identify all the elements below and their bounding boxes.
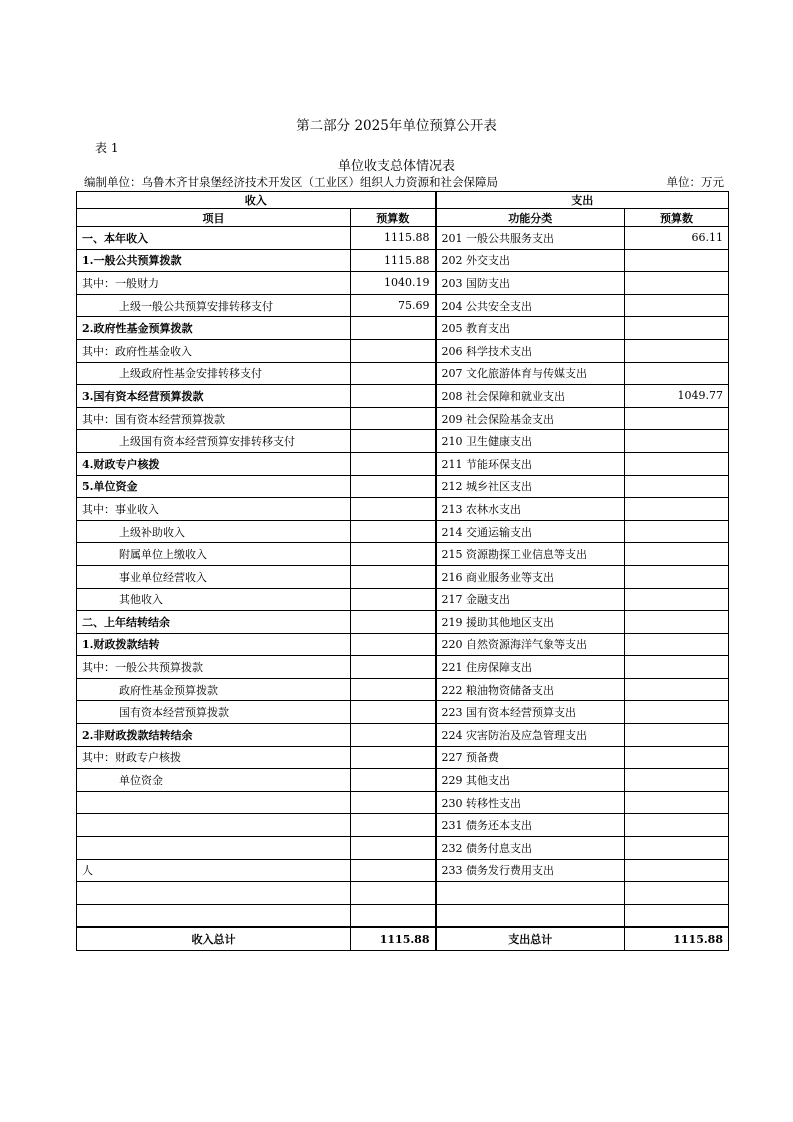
table-row: [77, 588, 729, 611]
row-amount: [351, 904, 436, 927]
row-item: 其中：事业收入: [77, 498, 351, 521]
income-total-amount: 1115.88: [351, 927, 436, 951]
row-amount2: [625, 407, 729, 430]
row-function: 224 灾害防治及应急管理支出: [436, 724, 625, 747]
group-header-row: [77, 192, 729, 209]
row-amount2: [625, 656, 729, 679]
row-amount2: 66.11: [625, 227, 729, 250]
row-amount: [351, 498, 436, 521]
row-amount: 1115.88: [351, 227, 436, 250]
row-amount: [351, 317, 436, 340]
row-amount2: 1049.77: [625, 385, 729, 408]
table-row: [77, 791, 729, 814]
col-function-header: 功能分类: [436, 209, 625, 227]
row-amount: [351, 837, 436, 860]
row-function: 231 债务还本支出: [436, 814, 625, 837]
row-function: 210 卫生健康支出: [436, 430, 625, 453]
row-amount: 75.69: [351, 294, 436, 317]
row-amount: [351, 362, 436, 385]
row-item: 附属单位上缴收入: [77, 543, 351, 566]
row-function: 222 粮油物资储备支出: [436, 678, 625, 701]
row-function: 217 金融支出: [436, 588, 625, 611]
budget-table: [76, 191, 729, 951]
row-amount2: [625, 339, 729, 362]
row-amount: [351, 452, 436, 475]
table-meta: [84, 174, 724, 190]
income-group-header: 收入: [77, 192, 436, 209]
row-item: 其中：国有资本经营预算拨款: [77, 407, 351, 430]
table-row: [77, 656, 729, 679]
table-row: [77, 859, 729, 882]
row-function: 216 商业服务业等支出: [436, 565, 625, 588]
row-item: [77, 882, 351, 905]
row-amount2: [625, 362, 729, 385]
row-amount: 1115.88: [351, 249, 436, 272]
row-amount2: [625, 498, 729, 521]
row-amount2: [625, 430, 729, 453]
row-amount2: [625, 272, 729, 295]
table-row: [77, 227, 729, 250]
row-amount: [351, 814, 436, 837]
row-item: [77, 814, 351, 837]
table-row: [77, 769, 729, 792]
currency-unit: 单位：万元: [666, 175, 724, 189]
table-row: [77, 430, 729, 453]
row-function: 220 自然资源海洋气象等支出: [436, 633, 625, 656]
row-amount: [351, 565, 436, 588]
row-function: [436, 882, 625, 905]
table-row: [77, 565, 729, 588]
row-item: 1.财政拨款结转: [77, 633, 351, 656]
row-item: 国有资本经营预算拨款: [77, 701, 351, 724]
row-function: 232 债务付息支出: [436, 837, 625, 860]
row-amount: [351, 769, 436, 792]
row-item: 上级国有资本经营预算安排转移支付: [77, 430, 351, 453]
row-function: 208 社会保障和就业支出: [436, 385, 625, 408]
table-row: [77, 746, 729, 769]
col-budget2-header: 预算数: [625, 209, 729, 227]
row-item: 上级一般公共预算安排转移支付: [77, 294, 351, 317]
row-function: 203 国防支出: [436, 272, 625, 295]
table-row: [77, 339, 729, 362]
row-amount: [351, 791, 436, 814]
table-row: [77, 633, 729, 656]
row-amount: [351, 656, 436, 679]
table-row: [77, 317, 729, 340]
income-total-label: 收入总计: [77, 927, 351, 951]
row-item: 2.非财政拨款结转结余: [77, 724, 351, 747]
row-amount2: [625, 611, 729, 634]
row-item: 上级补助收入: [77, 520, 351, 543]
row-item: 1.一般公共预算拨款: [77, 249, 351, 272]
table-row: [77, 837, 729, 860]
row-amount: [351, 339, 436, 362]
table-row: [77, 498, 729, 521]
row-amount: [351, 678, 436, 701]
table-row: [77, 385, 729, 408]
row-amount2: [625, 724, 729, 747]
row-function: 219 援助其他地区支出: [436, 611, 625, 634]
compiling-unit: 编制单位：乌鲁木齐甘泉堡经济技术开发区（工业区）组织人力资源和社会保障局: [84, 175, 498, 189]
table-title: 单位收支总体情况表: [337, 159, 455, 174]
row-function: 211 节能环保支出: [436, 452, 625, 475]
table-row: [77, 701, 729, 724]
row-function: 215 资源勘探工业信息等支出: [436, 543, 625, 566]
row-item: 5.单位资金: [77, 475, 351, 498]
row-item: 政府性基金预算拨款: [77, 678, 351, 701]
row-amount: [351, 701, 436, 724]
row-amount2: [625, 769, 729, 792]
row-amount2: [625, 633, 729, 656]
table-row: [77, 882, 729, 905]
row-item: [77, 837, 351, 860]
expense-group-header: 支出: [436, 192, 729, 209]
table-row: [77, 362, 729, 385]
expense-total-amount: 1115.88: [625, 927, 729, 951]
row-function: 206 科学技术支出: [436, 339, 625, 362]
row-amount2: [625, 543, 729, 566]
row-amount2: [625, 249, 729, 272]
col-item-header: 项目: [77, 209, 351, 227]
row-item: 其中：一般财力: [77, 272, 351, 295]
row-item: 其中：一般公共预算拨款: [77, 656, 351, 679]
row-amount: [351, 859, 436, 882]
col-budget-header: 预算数: [351, 209, 436, 227]
row-amount: [351, 746, 436, 769]
row-item: 其中：政府性基金收入: [77, 339, 351, 362]
row-function: 205 教育支出: [436, 317, 625, 340]
row-function: 230 转移性支出: [436, 791, 625, 814]
table-row: [77, 904, 729, 927]
row-function: 213 农林水支出: [436, 498, 625, 521]
row-item: 人: [77, 859, 351, 882]
row-amount: [351, 430, 436, 453]
row-function: 207 文化旅游体育与传媒支出: [436, 362, 625, 385]
row-item: 4.财政专户核拨: [77, 452, 351, 475]
row-amount2: [625, 678, 729, 701]
row-function: 209 社会保险基金支出: [436, 407, 625, 430]
table-row: [77, 272, 729, 295]
row-amount2: [625, 294, 729, 317]
row-amount2: [625, 565, 729, 588]
row-function: 214 交通运输支出: [436, 520, 625, 543]
row-item: 3.国有资本经营预算拨款: [77, 385, 351, 408]
row-amount: 1040.19: [351, 272, 436, 295]
table-row: [77, 452, 729, 475]
table-row: [77, 814, 729, 837]
row-item: 其中：财政专户核拨: [77, 746, 351, 769]
row-amount2: [625, 837, 729, 860]
row-item: [77, 791, 351, 814]
row-amount2: [625, 317, 729, 340]
row-function: 201 一般公共服务支出: [436, 227, 625, 250]
row-amount: [351, 633, 436, 656]
row-amount: [351, 385, 436, 408]
table-row: [77, 520, 729, 543]
row-amount: [351, 611, 436, 634]
table-row: [77, 475, 729, 498]
row-item: 一、本年收入: [77, 227, 351, 250]
part-title: 第二部分 2025年单位预算公开表: [296, 118, 497, 134]
row-amount2: [625, 588, 729, 611]
row-item: 2.政府性基金预算拨款: [77, 317, 351, 340]
row-function: 223 国有资本经营预算支出: [436, 701, 625, 724]
row-item: 二、上年结转结余: [77, 611, 351, 634]
row-function: 227 预备费: [436, 746, 625, 769]
row-function: 202 外交支出: [436, 249, 625, 272]
row-amount2: [625, 882, 729, 905]
row-item: 上级政府性基金安排转移支付: [77, 362, 351, 385]
row-amount2: [625, 791, 729, 814]
table-row: [77, 611, 729, 634]
row-amount2: [625, 452, 729, 475]
row-amount2: [625, 701, 729, 724]
table-row: [77, 249, 729, 272]
row-amount2: [625, 859, 729, 882]
table-row: [77, 407, 729, 430]
row-item: 单位资金: [77, 769, 351, 792]
row-item: [77, 904, 351, 927]
column-header-row: [77, 209, 729, 227]
table-body: [77, 227, 729, 928]
row-amount: [351, 407, 436, 430]
row-item: 事业单位经营收入: [77, 565, 351, 588]
row-amount: [351, 588, 436, 611]
table-row: [77, 724, 729, 747]
row-function: [436, 904, 625, 927]
row-amount2: [625, 814, 729, 837]
row-amount2: [625, 904, 729, 927]
row-amount2: [625, 475, 729, 498]
row-amount2: [625, 520, 729, 543]
row-function: 233 债务发行费用支出: [436, 859, 625, 882]
table-number: 表 1: [95, 141, 119, 155]
total-row: [77, 927, 729, 951]
row-amount2: [625, 746, 729, 769]
table-row: [77, 678, 729, 701]
expense-total-label: 支出总计: [436, 927, 625, 951]
row-amount: [351, 882, 436, 905]
row-function: 212 城乡社区支出: [436, 475, 625, 498]
table-row: [77, 294, 729, 317]
row-item: 其他收入: [77, 588, 351, 611]
table-row: [77, 543, 729, 566]
row-amount: [351, 724, 436, 747]
row-function: 221 住房保障支出: [436, 656, 625, 679]
row-amount: [351, 475, 436, 498]
row-function: 229 其他支出: [436, 769, 625, 792]
row-function: 204 公共安全支出: [436, 294, 625, 317]
row-amount: [351, 543, 436, 566]
row-amount: [351, 520, 436, 543]
